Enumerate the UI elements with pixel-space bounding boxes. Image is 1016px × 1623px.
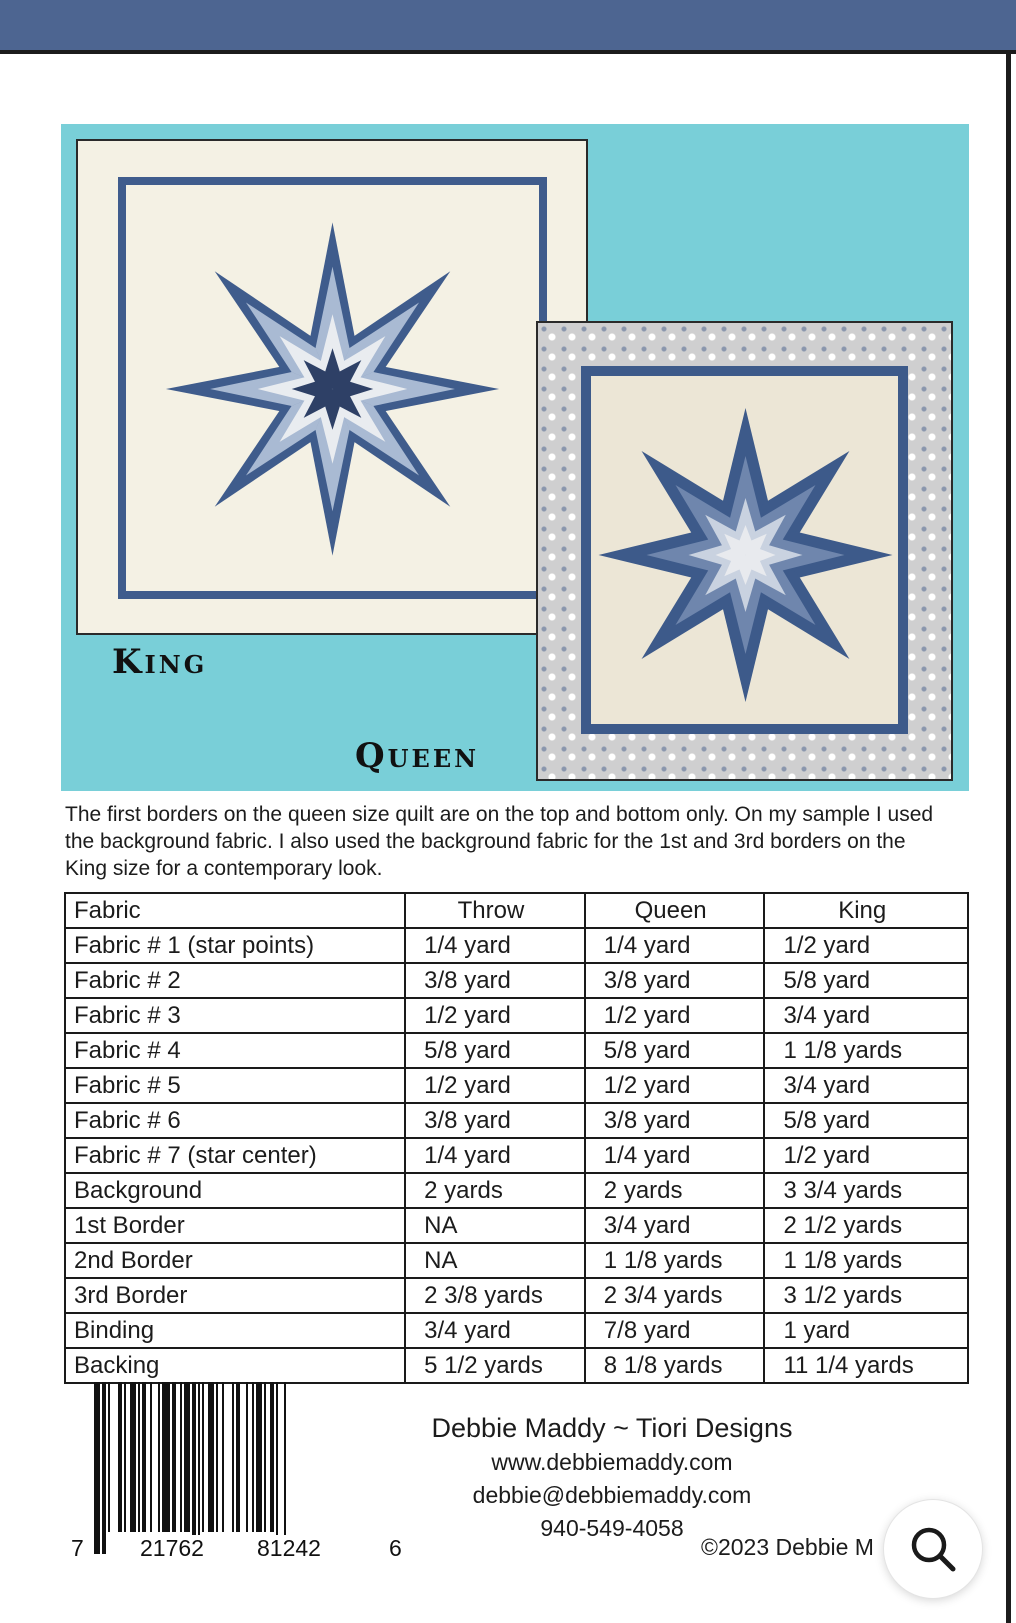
king-cell: 1 1/8 yards — [764, 1033, 968, 1068]
table-row — [65, 1208, 968, 1243]
barcode-bar — [232, 1382, 234, 1532]
throw-cell: NA — [405, 1243, 585, 1278]
king-label: King — [112, 642, 208, 682]
quilt-photo — [61, 124, 969, 791]
queen-cell: 1/4 yard — [585, 928, 765, 963]
fabric-cell: Fabric # 7 (star center) — [65, 1138, 405, 1173]
email-link[interactable]: debbie@debbiemaddy.com — [472, 1482, 752, 1508]
barcode-bar — [138, 1382, 140, 1532]
throw-cell: NA — [405, 1208, 585, 1243]
barcode-bar — [180, 1382, 182, 1532]
king-cell: 11 1/4 yards — [764, 1348, 968, 1383]
queen-cell: 3/8 yard — [585, 1103, 765, 1138]
barcode-bar — [246, 1382, 248, 1532]
designer-name: Debbie Maddy ~ Tiori Designs — [431, 1413, 793, 1443]
fabric-cell: Fabric # 4 — [65, 1033, 405, 1068]
barcode-bar — [158, 1382, 160, 1532]
fabric-cell: Fabric # 2 — [65, 963, 405, 998]
queen-cell: 1/2 yard — [585, 1068, 765, 1103]
table-row — [65, 1068, 968, 1103]
throw-cell: 3/4 yard — [405, 1313, 585, 1348]
barcode-bar — [102, 1382, 106, 1554]
barcode-bar — [276, 1382, 278, 1554]
king-cell: 1 1/8 yards — [764, 1243, 968, 1278]
header-throw: Throw — [405, 893, 585, 928]
barcode-bar — [208, 1382, 214, 1532]
table-header-row — [65, 893, 968, 928]
copyright-text: ©2023 Debbie M — [701, 1534, 874, 1560]
barcode-digit-check: 6 — [389, 1535, 402, 1561]
barcode-bar — [236, 1382, 240, 1532]
barcode-bar — [108, 1382, 110, 1532]
queen-star-graphic — [593, 405, 898, 705]
barcode-bar — [198, 1382, 200, 1554]
queen-cell: 3/8 yard — [585, 963, 765, 998]
throw-cell: 3/8 yard — [405, 1103, 585, 1138]
table-row — [65, 1173, 968, 1208]
page-edge — [1006, 54, 1011, 1623]
barcode-bar — [252, 1382, 254, 1532]
queen-cell: 1 1/8 yards — [585, 1243, 765, 1278]
barcode-digits-right: 81242 — [257, 1535, 321, 1561]
fabric-cell: Fabric # 5 — [65, 1068, 405, 1103]
king-cell: 1 yard — [764, 1313, 968, 1348]
queen-cell: 3/4 yard — [585, 1208, 765, 1243]
king-cell: 1/2 yard — [764, 1138, 968, 1173]
barcode-bar — [184, 1382, 190, 1532]
search-button[interactable] — [884, 1500, 982, 1598]
king-quilt-image — [76, 139, 588, 635]
queen-quilt-image — [536, 321, 953, 781]
fabric-cell: Fabric # 6 — [65, 1103, 405, 1138]
designer-contact — [392, 1410, 832, 1545]
king-cell: 3/4 yard — [764, 998, 968, 1033]
border-notes-text: The first borders on the queen size quilt are on the top and bottom only. On my sample I used the background fabric. I also used the background fabric for the 1st and 3rd borders on the King size for a contemporary look. — [65, 803, 934, 880]
phone-number: 940-549-4058 — [540, 1515, 684, 1541]
website-link[interactable]: www.debbiemaddy.com — [491, 1449, 733, 1475]
barcode-bar — [150, 1382, 152, 1532]
king-cell: 3/4 yard — [764, 1068, 968, 1103]
queen-cell: 1/4 yard — [585, 1138, 765, 1173]
king-cell: 2 1/2 yards — [764, 1208, 968, 1243]
barcode-bar — [270, 1382, 274, 1532]
throw-cell: 2 3/8 yards — [405, 1278, 585, 1313]
fabric-cell: Fabric # 3 — [65, 998, 405, 1033]
barcode-bar — [172, 1382, 176, 1532]
king-star-graphic — [160, 219, 505, 559]
fabric-requirements-table — [64, 892, 969, 1384]
queen-cell: 7/8 yard — [585, 1313, 765, 1348]
fabric-cell: Fabric # 1 (star points) — [65, 928, 405, 963]
fabric-cell: 2nd Border — [65, 1243, 405, 1278]
barcode-bar — [256, 1382, 262, 1532]
king-cell: 3 1/2 yards — [764, 1278, 968, 1313]
throw-cell: 1/2 yard — [405, 998, 585, 1033]
queen-cell: 8 1/8 yards — [585, 1348, 765, 1383]
barcode-bar — [222, 1382, 224, 1532]
header-fabric: Fabric — [65, 893, 405, 928]
table-row — [65, 1348, 968, 1383]
king-cell: 1/2 yard — [764, 928, 968, 963]
queen-cell: 5/8 yard — [585, 1033, 765, 1068]
throw-cell: 1/2 yard — [405, 1068, 585, 1103]
barcode-bar — [192, 1382, 196, 1554]
throw-cell: 5/8 yard — [405, 1033, 585, 1068]
fabric-cell: 3rd Border — [65, 1278, 405, 1313]
throw-cell: 1/4 yard — [405, 928, 585, 963]
fabric-cell: Binding — [65, 1313, 405, 1348]
barcode-digit-lead: 7 — [71, 1535, 84, 1561]
barcode-image — [92, 1382, 379, 1554]
table-row — [65, 998, 968, 1033]
table-row — [65, 1103, 968, 1138]
search-icon — [908, 1524, 958, 1574]
king-cell: 5/8 yard — [764, 963, 968, 998]
queen-cell: 2 3/4 yards — [585, 1278, 765, 1313]
throw-cell: 5 1/2 yards — [405, 1348, 585, 1383]
throw-cell: 3/8 yard — [405, 963, 585, 998]
throw-cell: 2 yards — [405, 1173, 585, 1208]
barcode-bar — [94, 1382, 100, 1554]
table-row — [65, 1313, 968, 1348]
table-row — [65, 1278, 968, 1313]
barcode-bar — [216, 1382, 218, 1532]
fabric-cell: Background — [65, 1173, 405, 1208]
fabric-cell: 1st Border — [65, 1208, 405, 1243]
table-row — [65, 963, 968, 998]
queen-cell: 2 yards — [585, 1173, 765, 1208]
table-row — [65, 1138, 968, 1173]
barcode-bar — [162, 1382, 170, 1532]
barcode-digits-left: 21762 — [140, 1535, 204, 1561]
header-queen: Queen — [585, 893, 765, 928]
table-row — [65, 1033, 968, 1068]
barcode-bar — [142, 1382, 146, 1532]
barcode-bar — [264, 1382, 266, 1532]
table-row — [65, 928, 968, 963]
barcode-bar — [202, 1382, 204, 1532]
fabric-cell: Backing — [65, 1348, 405, 1383]
barcode-bar — [130, 1382, 136, 1532]
top-banner — [0, 0, 1016, 54]
king-cell: 5/8 yard — [764, 1103, 968, 1138]
table-row — [65, 1243, 968, 1278]
barcode-bar — [118, 1382, 122, 1532]
king-cell: 3 3/4 yards — [764, 1173, 968, 1208]
queen-label: Queen — [355, 736, 480, 776]
throw-cell: 1/4 yard — [405, 1138, 585, 1173]
barcode-bar — [284, 1382, 286, 1554]
header-king: King — [764, 893, 968, 928]
barcode-bar — [124, 1382, 126, 1532]
queen-cell: 1/2 yard — [585, 998, 765, 1033]
